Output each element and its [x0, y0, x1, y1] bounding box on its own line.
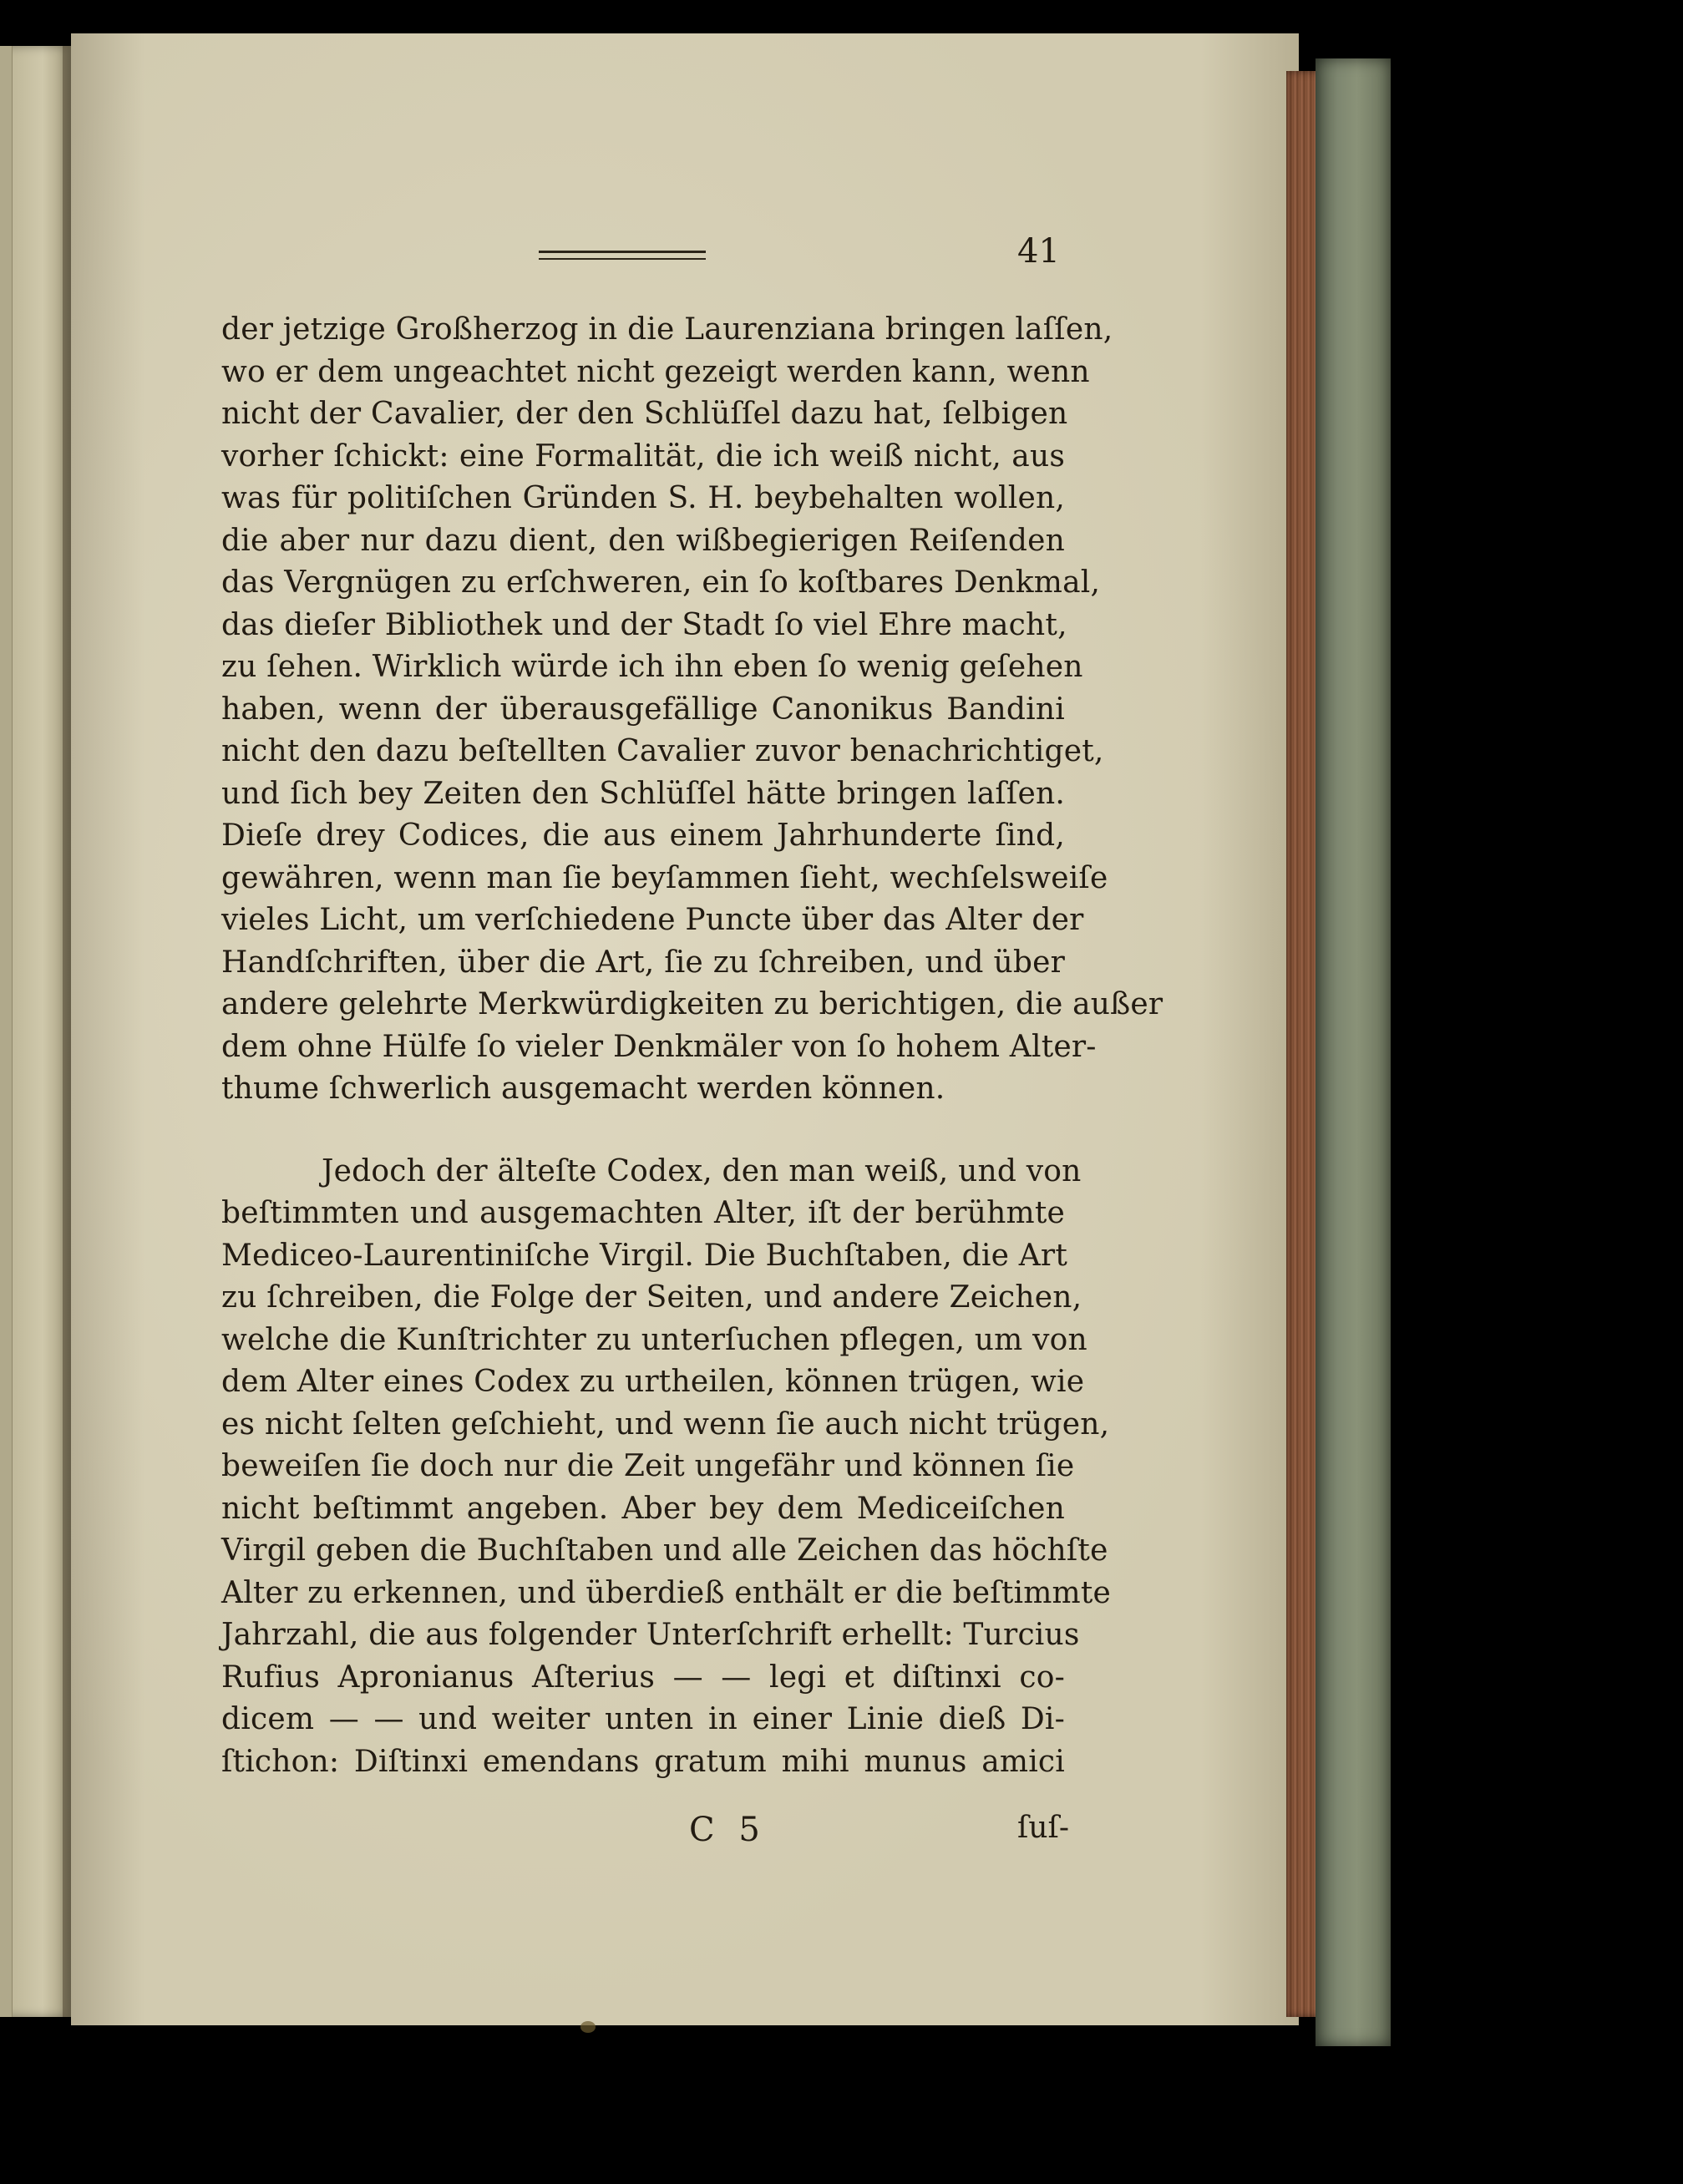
text-line: Jedoch der älteſte Codex, den man weiß, und von [322, 1153, 1082, 1188]
text-line: ſtichon: Diſtinxi emendans gratum mihi munus amici [221, 1744, 1065, 1779]
text-line: es nicht ſelten geſchieht, und wenn ſie auch nicht trügen, [221, 1406, 1110, 1442]
text-line: nicht beſtimmt angeben. Aber bey dem Mediceiſchen [221, 1491, 1065, 1526]
text-line: wo er dem ungeachtet nicht gezeigt werden kann, wenn [221, 354, 1090, 389]
text-line: Dieſe drey Codices, die aus einem Jahrhunderte ſind, [221, 818, 1065, 853]
text-line: was für politiſchen Gründen S. H. beybehalten wollen, [221, 481, 1065, 515]
text-line: nicht den dazu beſtellten Cavalier zuvor benachrichtiget, [221, 734, 1104, 768]
text-line: der jetzige Großherzog in die Laurenziana bringen laſſen, [221, 312, 1113, 347]
text-line: und ſich bey Zeiten den Schlüſſel hätte bringen laſſen. [221, 776, 1065, 811]
text-line: nicht der Cavalier, der den Schlüſſel dazu hat, ſelbigen [221, 397, 1068, 431]
text-line: beweiſen ſie doch nur die Zeit ungefähr und können ſie [221, 1449, 1075, 1483]
text-line: zu ſchreiben, die Folge der Seiten, und andere Zeichen, [221, 1280, 1082, 1315]
signature-mark: C 5 [689, 1811, 767, 1849]
text-line: das dieſer Bibliothek und der Stadt ſo viel Ehre macht, [221, 607, 1067, 642]
text-line: welche die Kunſtrichter zu unterſuchen pflegen, um von [221, 1322, 1087, 1357]
text-line: thume ſchwerlich ausgemacht werden können. [221, 1072, 945, 1106]
text-line: beſtimmten und ausgemachten Alter, iſt der berühmte [221, 1196, 1065, 1230]
book-cover-edge [1315, 58, 1391, 2046]
previous-page-margin [0, 46, 13, 2017]
text-line: Virgil geben die Buchſtaben und alle Zeichen das höchſte [221, 1533, 1108, 1568]
text-line: dem Alter eines Codex zu urtheilen, können trügen, wie [221, 1365, 1085, 1399]
text-line: vieles Licht, um verſchiedene Puncte über das Alter der [221, 903, 1084, 937]
text-line: haben, wenn der überausgefällige Canonikus Bandini [221, 692, 1065, 727]
header-rule [539, 251, 706, 260]
paragraph-gap [221, 1111, 1065, 1151]
text-line: dem ohne Hülfe ſo vieler Denkmäler von ſo hohem Alter- [221, 1029, 1097, 1064]
text-line: das Vergnügen zu erſchweren, ein ſo koſtbares Denkmal, [221, 565, 1101, 600]
text-line: zu ſehen. Wirklich würde ich ihn eben ſo wenig geſehen [221, 650, 1083, 684]
text-line: Alter zu erkennen, und überdieß enthält er die beſtimmte [221, 1575, 1112, 1610]
text-line: Mediceo-Laurentiniſche Virgil. Die Buchſtaben, die Art [221, 1238, 1067, 1273]
text-line: gewähren, wenn man ſie beyſammen ſieht, wechſelsweiſe [221, 860, 1108, 895]
text-line: Rufius Apronianus Aſterius — — legi et diſtinxi co- [221, 1660, 1065, 1695]
text-line: dicem — — und weiter unten in einer Linie dieß Di- [221, 1702, 1065, 1736]
catchword: ſuſ- [1017, 1811, 1069, 1845]
text-line: Handſchriften, über die Art, ſie zu ſchreiben, und über [221, 945, 1065, 980]
page-number: 41 [1017, 232, 1060, 271]
text-line: vorher ſchickt: eine Formalität, die ich weiß nicht, aus [221, 438, 1065, 474]
text-line: Jahrzahl, die aus folgender Unterſchrift erhellt: Turcius [221, 1618, 1080, 1652]
text-line: andere gelehrte Merkwürdigkeiten zu berichtigen, die außer [221, 987, 1163, 1021]
text-line: die aber nur dazu dient, den wißbegierigen Reiſenden [221, 523, 1065, 558]
ink-stain [580, 2021, 596, 2033]
body-text [221, 309, 1163, 1783]
